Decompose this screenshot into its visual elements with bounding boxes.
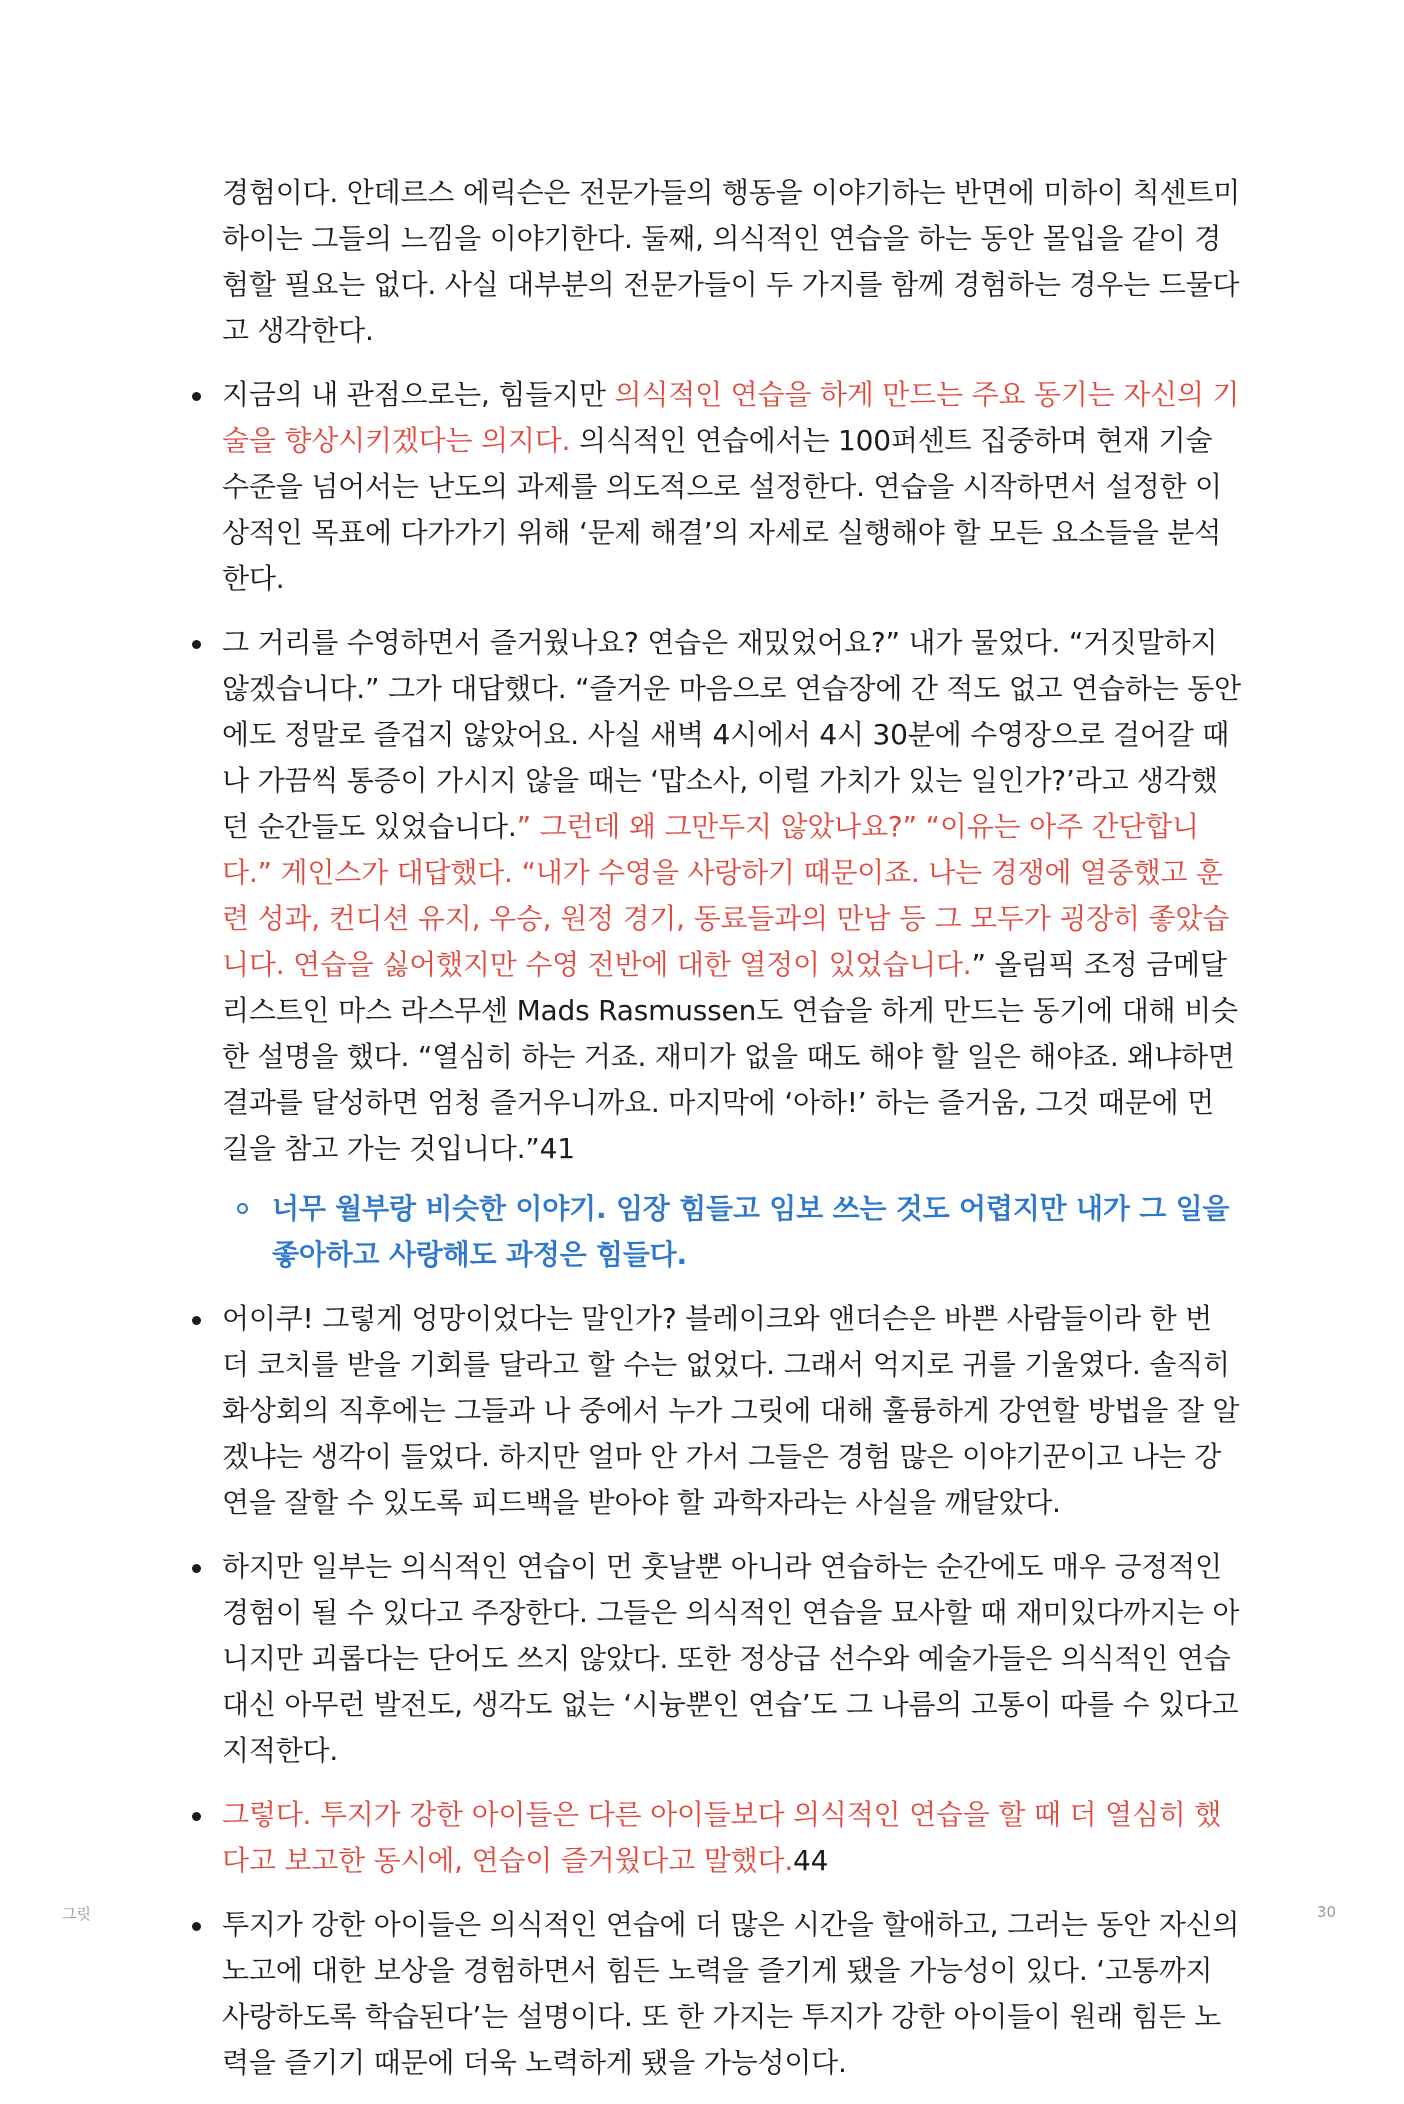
footnote-ref: 44 — [793, 1844, 829, 1877]
item-text: 지금의 내 관점으로는, 힘들지만 — [222, 378, 615, 411]
list-item — [222, 620, 1242, 1278]
item-text: 어이쿠! 그렇게 엉망이었다는 말인가? 블레이크와 앤더슨은 바쁜 사람들이라 한 번 더 코치를 받을 기회를 달라고 할 수는 없었다. 그래서 억지로 귀를 기울였다. 솔직히 화상회의 직후에는 그들과 나 중에서 누가 그릿에 대해 훌륭하게 강연할 방법을 잘 알겠냐는 생각이 들었다. 하지만 얼마 안 가서 그들은 경험 많은 이야기꾼이고 나는 강연을 잘할 수 있도록 피드백을 받아야 할 과학자라는 사실을 깨달았다. — [222, 1302, 1240, 1519]
list-item — [222, 372, 1242, 602]
page-number: 30 — [1316, 1903, 1336, 1921]
item-text: 투지가 강한 아이들은 의식적인 연습에 더 많은 시간을 할애하고, 그러는 동안 자신의 노고에 대한 보상을 경험하면서 힘든 노력을 즐기게 됐을 가능성이 있다. ‘고통까지 사랑하도록 학습된다’는 설명이다. 또 한 가지는 투지가 강한 아이들이 원래 힘든 노력을 즐기기 때문에 더욱 노력하게 됐을 가능성이다. — [222, 1908, 1240, 2079]
sub-note: 너무 월부랑 비슷한 이야기. 임장 힘들고 임보 쓰는 것도 어렵지만 내가 그 일을 좋아하고 사랑해도 과정은 힘들다. — [222, 1186, 1242, 1278]
list-item — [222, 1296, 1242, 1526]
list-item — [222, 1544, 1242, 1774]
book-title-footer: 그릿 — [62, 1905, 91, 1923]
item-text: ” 올림픽 조정 금메달리스트인 마스 라스무센 Mads Rasmussen도 연습을 하게 만드는 동기에 대해 비슷한 설명을 했다. “열심히 하는 거죠. 재미가 없을 때도 해야 할 일은 해야죠. 왜냐하면 결과를 달성하면 엄청 즐거우니까요. 마지막에 ‘아하!’ 하는 즐거움, 그것 때문에 먼 길을 참고 가는 것입니다.”41 — [222, 948, 1238, 1165]
page-content — [222, 170, 1242, 2104]
highlighted-text: 의식적인 연습을 하게 만드는 주요 동기는 자신의 기술을 향상시키겠다는 의지다. — [222, 378, 1240, 457]
list-item — [222, 1792, 1242, 1884]
bullet-list — [222, 372, 1242, 2086]
list-item — [222, 1902, 1242, 2086]
item-text: 그 거리를 수영하면서 즐거웠나요? 연습은 재밌었어요?” 내가 물었다. “거짓말하지 않겠습니다.” 그가 대답했다. “즐거운 마음으로 연습장에 간 적도 없고 연습하는 동안에도 정말로 즐겁지 않았어요. 사실 새벽 4시에서 4시 30분에 수영장으로 걸어갈 때나 가끔씩 통증이 가시지 않을 때는 ‘맙소사, 이럴 가치가 있는 일인가?’라고 생각했던 순간들도 있었습니다. — [222, 626, 1242, 843]
item-text: 의식적인 연습에서는 100퍼센트 집중하며 현재 기술 수준을 넘어서는 난도의 과제를 의도적으로 설정한다. 연습을 시작하면서 설정한 이상적인 목표에 다가가기 위해 ‘문제 해결’의 자세로 실행해야 할 모든 요소들을 분석한다. — [222, 424, 1222, 595]
lead-paragraph: 경험이다. 안데르스 에릭슨은 전문가들의 행동을 이야기하는 반면에 미하이 칙센트미하이는 그들의 느낌을 이야기한다. 둘째, 의식적인 연습을 하는 동안 몰입을 같이 경험할 필요는 없다. 사실 대부분의 전문가들이 두 가지를 함께 경험하는 경우는 드물다고 생각한다. — [222, 176, 1240, 347]
item-text: 하지만 일부는 의식적인 연습이 먼 훗날뿐 아니라 연습하는 순간에도 매우 긍정적인 경험이 될 수 있다고 주장한다. 그들은 의식적인 연습을 묘사할 때 재미있다까지는 아니지만 괴롭다는 단어도 쓰지 않았다. 또한 정상급 선수와 예술가들은 의식적인 연습 대신 아무런 발전도, 생각도 없는 ‘시늉뿐인 연습’도 그 나름의 고통이 따를 수 있다고 지적한다. — [222, 1550, 1240, 1767]
highlighted-text: ” 그런데 왜 그만두지 않았나요?” “이유는 아주 간단합니다.” 게인스가 대답했다. “내가 수영을 사랑하기 때문이죠. 나는 경쟁에 열중했고 훈련 성과, 컨디션 유지, 우승, 원정 경기, 동료들과의 만남 등 그 모두가 굉장히 좋았습니다. 연습을 싫어했지만 수영 전반에 대한 열정이 있었습니다. — [222, 810, 1230, 981]
highlighted-text: 그렇다. 투지가 강한 아이들은 다른 아이들보다 의식적인 연습을 할 때 더 열심히 했다고 보고한 동시에, 연습이 즐거웠다고 말했다. — [222, 1798, 1222, 1877]
